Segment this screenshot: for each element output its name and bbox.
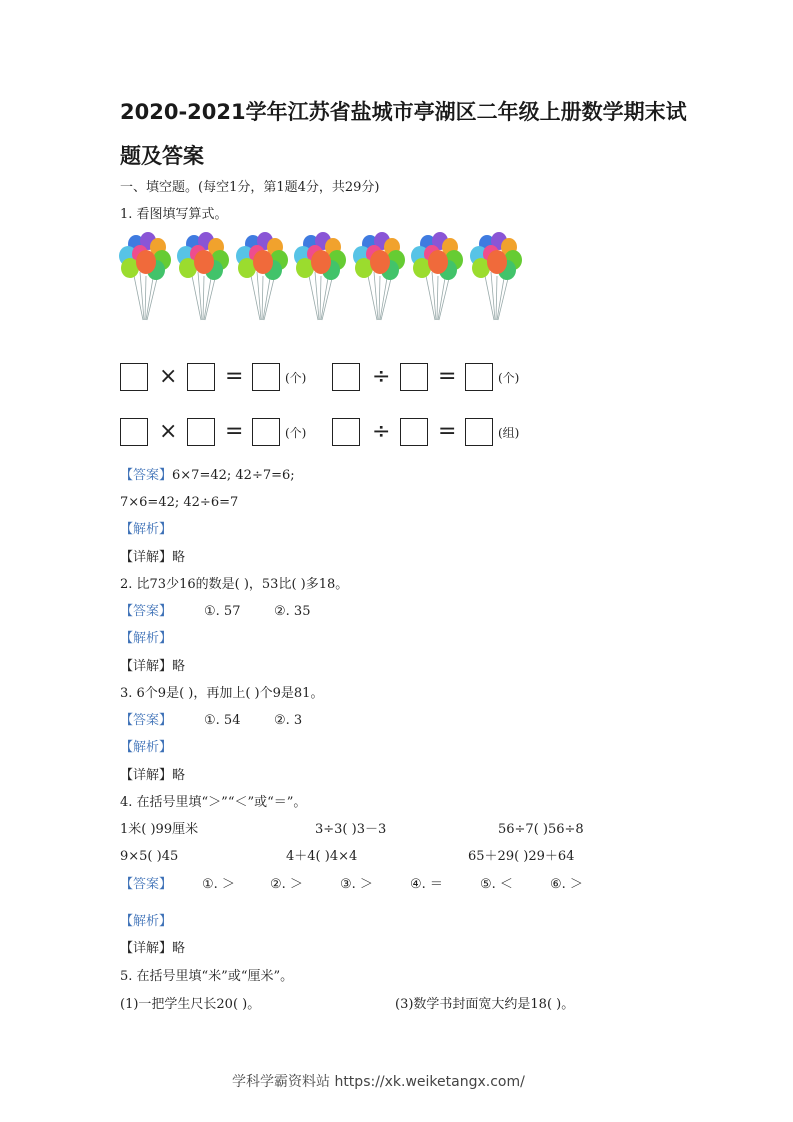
answer-item: ①. ＞ bbox=[202, 877, 235, 892]
q4-item: 65＋29( )29＋64 bbox=[468, 849, 575, 864]
doc-title-line2: 题及答案 bbox=[120, 144, 204, 168]
q4-prompt: 4. 在括号里填“＞”“＜”或“＝”。 bbox=[120, 795, 307, 810]
q4-item: 3÷3( )3－3 bbox=[315, 822, 387, 837]
answer-item: ①. 57 bbox=[204, 604, 241, 619]
answer-item: ④. ＝ bbox=[410, 877, 443, 892]
q5-item: (1)一把学生尺长20( )。 bbox=[120, 997, 261, 1012]
detail-line: 【详解】略 bbox=[120, 550, 186, 565]
answer-box[interactable] bbox=[465, 418, 493, 446]
unit-label: (个) bbox=[285, 371, 307, 385]
answer-item: ①. 54 bbox=[204, 713, 241, 728]
q5-prompt: 5. 在括号里填“米”或“厘米”。 bbox=[120, 969, 294, 984]
unit-label: (组) bbox=[498, 426, 520, 440]
answer-box[interactable] bbox=[187, 363, 215, 391]
balloons-icon bbox=[118, 232, 528, 324]
q2-answer bbox=[120, 603, 420, 621]
answer-tag: 【答案】 bbox=[120, 713, 173, 728]
analysis-tag: 【解析】 bbox=[120, 914, 173, 929]
answer-box[interactable] bbox=[400, 418, 428, 446]
q4-item: 56÷7( )56÷8 bbox=[498, 822, 584, 837]
times-sign: × bbox=[159, 419, 178, 444]
answer-box[interactable] bbox=[187, 418, 215, 446]
analysis-tag: 【解析】 bbox=[120, 631, 173, 646]
balloons-picture bbox=[118, 232, 528, 324]
answer-item: ②. 3 bbox=[274, 713, 303, 728]
q4-answer bbox=[120, 876, 620, 894]
answer-item: ⑤. ＜ bbox=[480, 877, 513, 892]
answer-item: ②. ＞ bbox=[270, 877, 303, 892]
unit-label: (个) bbox=[498, 371, 520, 385]
unit-label: (个) bbox=[285, 426, 307, 440]
q1-answer-line2: 7×6=42; 42÷6=7 bbox=[120, 495, 239, 510]
equals-sign: = bbox=[225, 364, 244, 389]
q5-item: (3)数学书封面宽大约是18( )。 bbox=[395, 997, 575, 1012]
analysis-tag: 【解析】 bbox=[120, 522, 173, 537]
equals-sign: = bbox=[225, 419, 244, 444]
answer-item: ⑥. ＞ bbox=[550, 877, 583, 892]
answer-tag: 【答案】 bbox=[120, 604, 173, 619]
q3-answer bbox=[120, 712, 420, 730]
footer-watermark: 学科学霸资料站 https://xk.weiketangx.com/ bbox=[232, 1074, 525, 1090]
answer-box[interactable] bbox=[400, 363, 428, 391]
q4-item: 4＋4( )4×4 bbox=[286, 849, 358, 864]
q1-answer bbox=[120, 467, 295, 485]
answer-box[interactable] bbox=[465, 363, 493, 391]
answer-item: ③. ＞ bbox=[340, 877, 373, 892]
answer-item: ②. 35 bbox=[274, 604, 311, 619]
q1-answer-line1: 6×7=42; 42÷7=6; bbox=[172, 468, 295, 483]
answer-box[interactable] bbox=[332, 418, 360, 446]
analysis-tag: 【解析】 bbox=[120, 740, 173, 755]
detail-line: 【详解】略 bbox=[120, 768, 186, 783]
answer-box[interactable] bbox=[252, 363, 280, 391]
detail-line: 【详解】略 bbox=[120, 941, 186, 956]
times-sign: × bbox=[159, 364, 178, 389]
detail-line: 【详解】略 bbox=[120, 659, 186, 674]
answer-tag: 【答案】 bbox=[120, 877, 173, 892]
answer-box[interactable] bbox=[332, 363, 360, 391]
equals-sign: = bbox=[438, 419, 457, 444]
q2-prompt: 2. 比73少16的数是( )，53比( )多18。 bbox=[120, 577, 349, 592]
answer-box[interactable] bbox=[252, 418, 280, 446]
section-heading: 一、填空题。(每空1分，第1题4分，共29分) bbox=[120, 180, 380, 195]
answer-box[interactable] bbox=[120, 363, 148, 391]
answer-box[interactable] bbox=[120, 418, 148, 446]
q4-item: 9×5( )45 bbox=[120, 849, 179, 864]
q4-item: 1米( )99厘米 bbox=[120, 822, 199, 837]
divide-sign: ÷ bbox=[372, 419, 391, 444]
q3-prompt: 3. 6个9是( )，再加上( )个9是81。 bbox=[120, 686, 324, 701]
q1-prompt: 1. 看图填写算式。 bbox=[120, 207, 228, 222]
doc-title-line1: 2020-2021学年江苏省盐城市亭湖区二年级上册数学期末试 bbox=[120, 100, 687, 124]
answer-tag: 【答案】 bbox=[120, 468, 173, 483]
divide-sign: ÷ bbox=[372, 364, 391, 389]
equals-sign: = bbox=[438, 364, 457, 389]
